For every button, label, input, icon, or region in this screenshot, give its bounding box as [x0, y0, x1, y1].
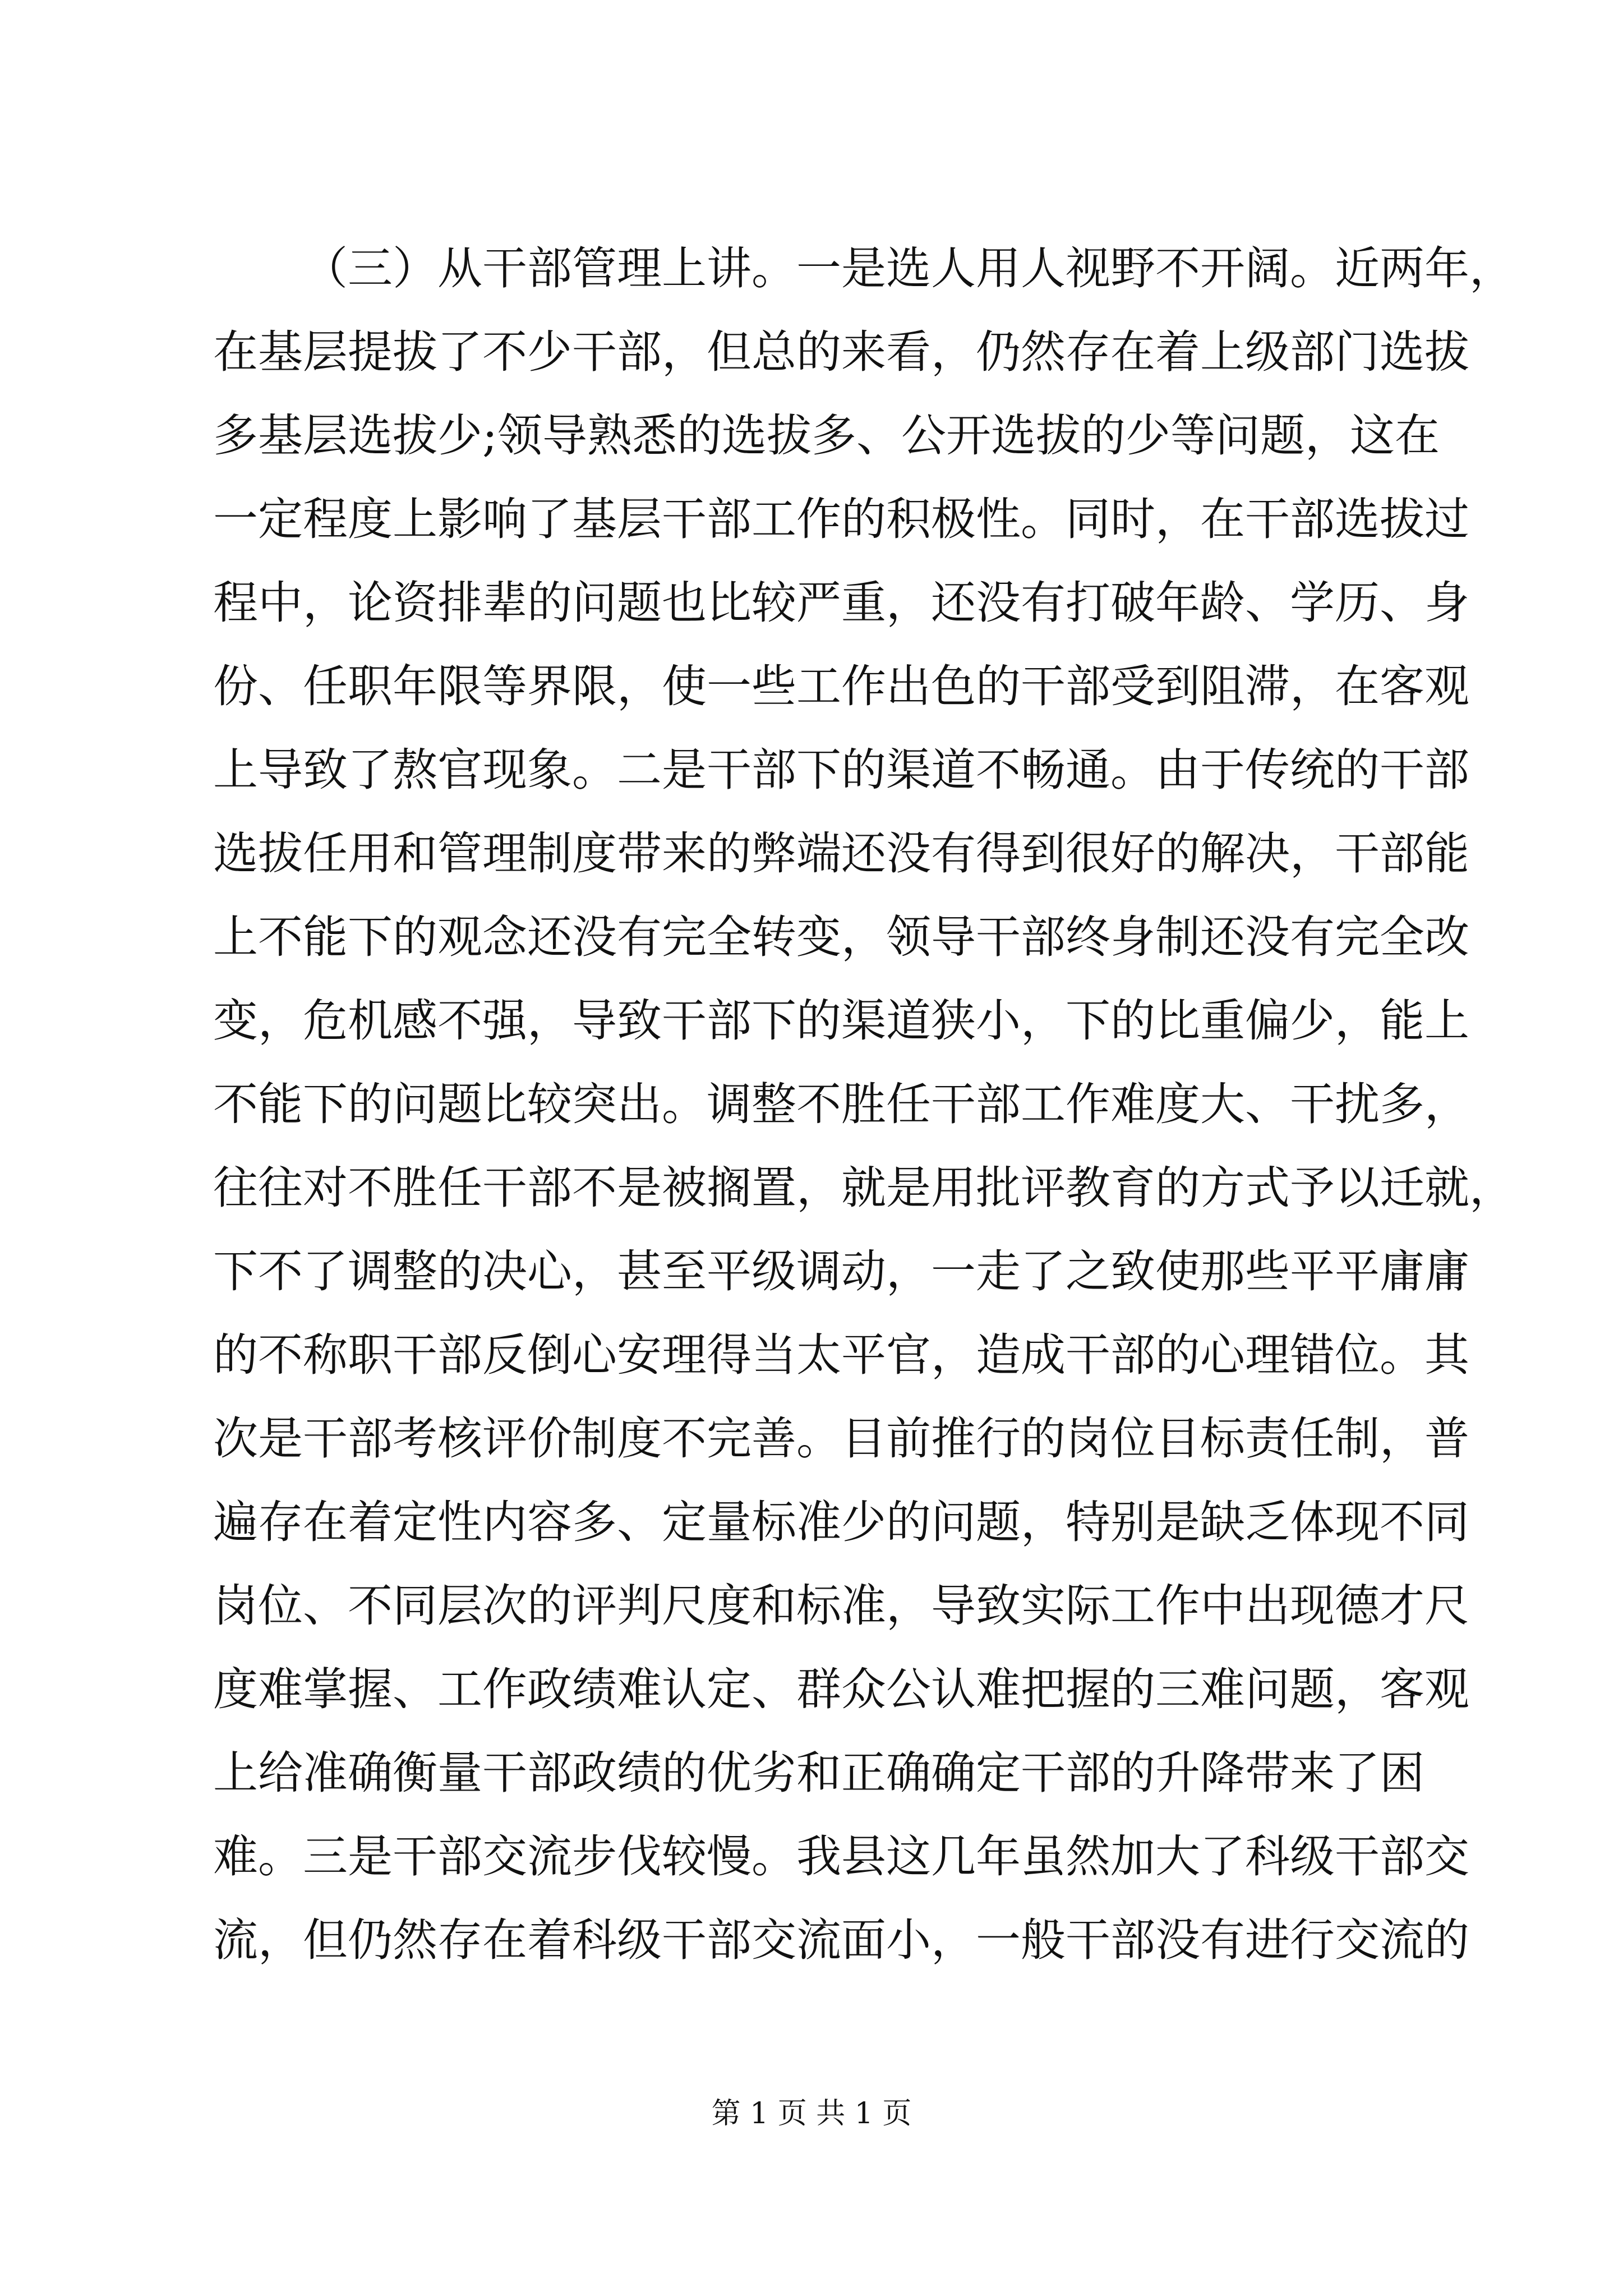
body-paragraph: [213, 227, 1514, 1982]
page-number-footer: 第 1 页 共 1 页: [711, 2097, 912, 2131]
text-line: 次是干部考核评价制度不完善。目前推行的岗位目标责任制，普: [213, 1412, 1469, 1465]
text-line: 的不称职干部反倒心安理得当太平官，造成干部的心理错位。其: [213, 1329, 1469, 1381]
text-line: 下不了调整的决心，甚至平级调动，一走了之致使那些平平庸庸: [213, 1245, 1469, 1297]
text-line: （三）从干部管理上讲。一是选人用人视野不开阔。近两年，: [303, 242, 1514, 295]
text-line: 份、任职年限等界限，使一些工作出色的干部受到阻滞，在客观: [213, 660, 1469, 712]
text-line: 上给准确衡量干部政绩的优劣和正确确定干部的升降带来了困: [213, 1747, 1424, 1799]
text-line: 度难掌握、工作政绩难认定、群众公认难把握的三难问题，客观: [213, 1663, 1469, 1715]
text-line: 难。三是干部交流步伐较慢。我县这几年虽然加大了科级干部交: [213, 1830, 1469, 1883]
text-line: 程中，论资排辈的问题也比较严重，还没有打破年龄、学历、身: [213, 577, 1469, 629]
text-line: 往往对不胜任干部不是被搁置，就是用批评教育的方式予以迁就，: [213, 1162, 1514, 1214]
text-line: 选拔任用和管理制度带来的弊端还没有得到很好的解决，干部能: [213, 827, 1469, 880]
text-line: 遍存在着定性内容多、定量标准少的问题，特别是缺乏体现不同: [213, 1496, 1469, 1548]
text-line: 在基层提拔了不少干部，但总的来看，仍然存在着上级部门选拔: [213, 326, 1469, 378]
text-line: 多基层选拔少;领导熟悉的选拔多、公开选拔的少等问题，这在: [213, 409, 1440, 462]
text-line: 一定程度上影响了基层干部工作的积极性。同时，在干部选拔过: [213, 493, 1469, 545]
text-line: 不能下的问题比较突出。调整不胜任干部工作难度大、干扰多，: [213, 1078, 1469, 1130]
text-line: 流，但仍然存在着科级干部交流面小，一般干部没有进行交流的: [213, 1914, 1469, 1966]
text-line: 上导致了熬官现象。二是干部下的渠道不畅通。由于传统的干部: [213, 744, 1469, 796]
text-line: 上不能下的观念还没有完全转变，领导干部终身制还没有完全改: [213, 911, 1469, 963]
text-line: 变，危机感不强，导致干部下的渠道狭小，下的比重偏少，能上: [213, 995, 1469, 1047]
text-line: 岗位、不同层次的评判尺度和标准，导致实际工作中出现德才尺: [213, 1580, 1469, 1632]
